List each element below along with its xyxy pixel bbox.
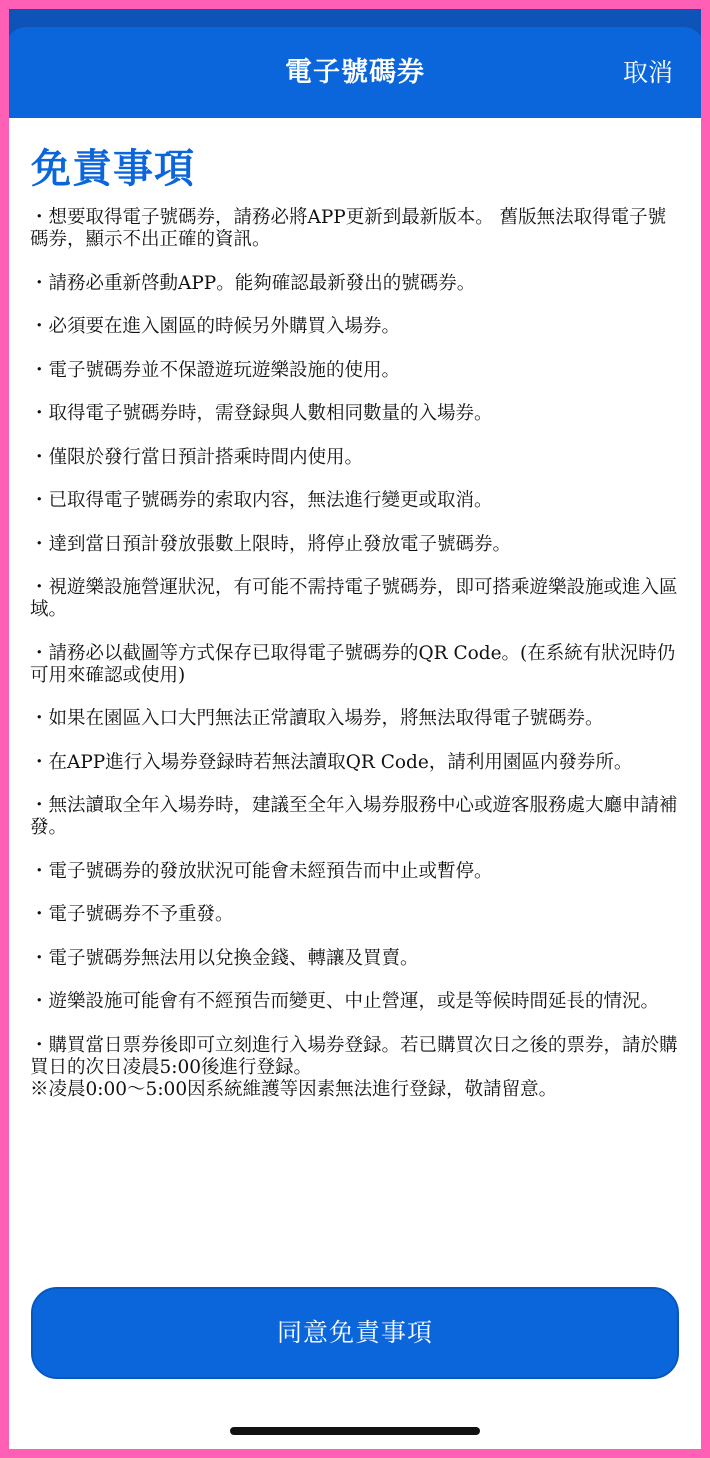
disclaimer-item: ・電子號碼券無法用以兌換金錢、轉讓及買賣。: [30, 947, 419, 969]
disclaimer-item: ・必須要在進入園區的時候另外購買入場券。: [30, 316, 401, 337]
modal-header: [9, 27, 701, 118]
disclaimer-item: ・想要取得電子號碼券，請務必將APP更新到最新版本。 舊版無法取得電子號碼券，顯示不出正確的資訊。: [30, 207, 667, 250]
disclaimer-item: ・已取得電子號碼券的索取内容，無法進行變更或取消。: [30, 490, 493, 511]
disclaimer-item: ・無法讀取全年入場券時，建議至全年入場券服務中心或遊客服務處大廳申請補發。: [30, 795, 678, 838]
cancel-button[interactable]: 取消: [622, 58, 673, 87]
disclaimer-item: ・視遊樂設施營運狀況，有可能不需持電子號碼券，即可搭乘遊樂設施或進入區域。: [30, 577, 678, 620]
home-indicator: [230, 1427, 480, 1435]
disclaimer-item: ・取得電子號碼券時，需登録與人數相同數量的入場券。: [30, 403, 493, 424]
disclaimer-item: ・請務必以截圖等方式保存已取得電子號碼券的QR Code。(在系統有狀況時仍可用來確認或使用): [30, 642, 676, 686]
disclaimer-item: ・在APP進行入場券登録時若無法讀取QR Code，請利用園區内發券所。: [30, 751, 633, 773]
disclaimer-item: ・電子號碼券並不保證遊玩遊樂設施的使用。: [30, 359, 401, 381]
disclaimer-item: ・達到當日預計發放張數上限時，將停止發放電子號碼券。: [30, 533, 512, 555]
disclaimer-item: ・遊樂設施可能會有不經預告而變更、中止營運，或是等候時間延長的情況。: [30, 991, 660, 1012]
disclaimer-item: ・請務必重新啓動APP。能夠確認最新發出的號碼券。: [30, 272, 476, 294]
disclaimer-item: ・電子號碼券不予重發。: [30, 904, 234, 925]
disclaimer-item: ・電子號碼券的發放狀況可能會未經預告而中止或暫停。: [30, 860, 493, 882]
disclaimer-item: ・僅限於發行當日預計搭乘時間内使用。: [30, 446, 364, 468]
header-title: 電子號碼券: [285, 57, 425, 88]
disclaimer-list: [30, 207, 682, 1122]
disclaimer-item: ・如果在園區入口大門無法正常讀取入場券，將無法取得電子號碼券。: [30, 708, 604, 729]
app-screen: [9, 9, 701, 1449]
disclaimer-item: ・購買當日票券後即可立刻進行入場券登録。若已購買次日之後的票券，請於購買日的次日凌晨5:00後進行登録。 ※凌晨0:00～5:00因系統維護等因素無法進行登録，敬請留意。: [30, 1034, 678, 1100]
page-title: 免責事項: [31, 146, 195, 192]
agree-disclaimer-button[interactable]: 同意免責事項: [31, 1287, 679, 1379]
